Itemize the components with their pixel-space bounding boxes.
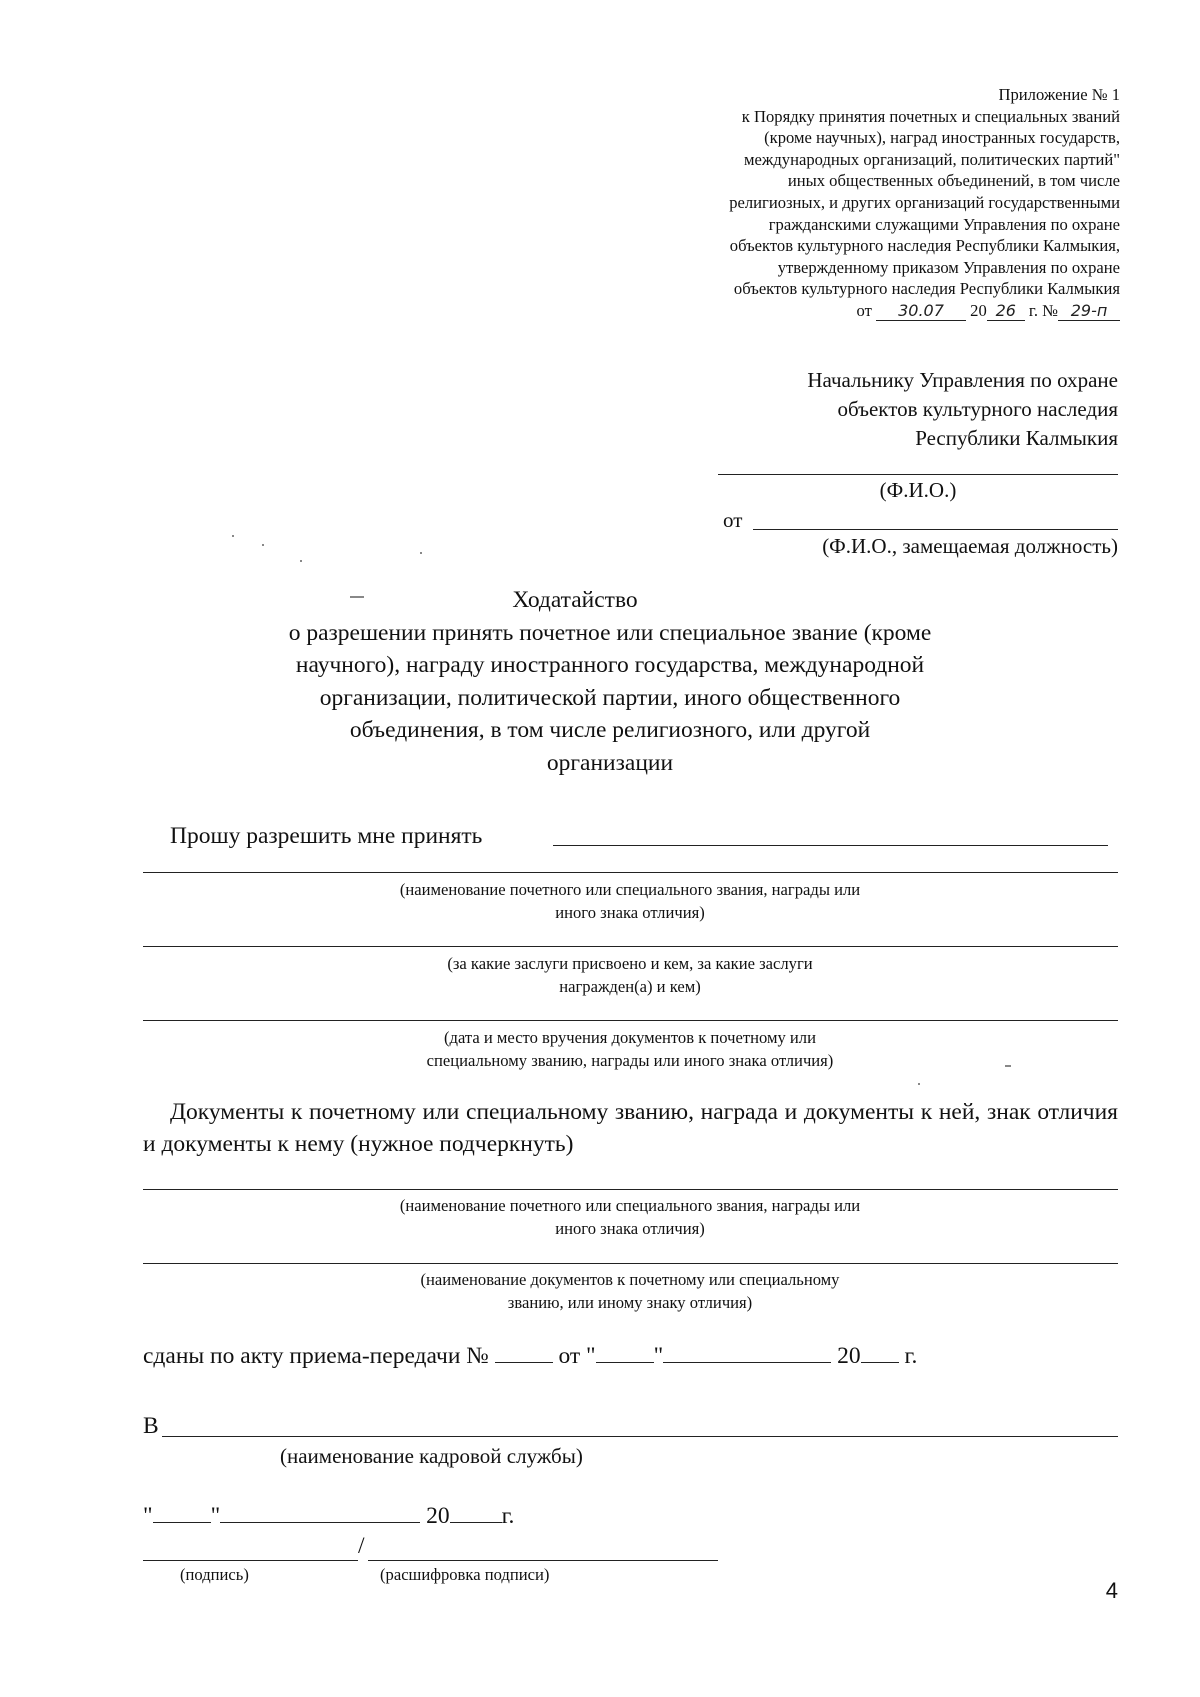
caption-line: иного знака отличия) <box>555 903 705 922</box>
transfer-from-open-quote: от " <box>558 1343 596 1369</box>
signature-date-line <box>143 1500 514 1532</box>
transfer-text: сданы по акту приема-передачи № <box>143 1343 489 1369</box>
order-number-prefix: г. № <box>1028 300 1058 320</box>
hr-service-line[interactable] <box>162 1436 1118 1437</box>
caption-line: (дата и место вручения документов к почетному или <box>444 1028 816 1047</box>
appendix-line: (кроме научных), наград иностранных государств, <box>764 128 1120 148</box>
addressee-line: объектов культурного наследия <box>837 397 1118 421</box>
signature-slash: / <box>358 1533 365 1559</box>
merits-line[interactable] <box>143 946 1118 947</box>
signature-decode-caption: (расшифровка подписи) <box>380 1565 550 1584</box>
transfer-year-suffix: г. <box>904 1343 918 1369</box>
request-caption-2 <box>300 952 960 998</box>
addressee-block <box>618 366 1118 453</box>
scan-speck <box>300 560 302 562</box>
act-month-field[interactable] <box>663 1340 831 1363</box>
signature-line[interactable] <box>143 1560 358 1561</box>
scan-speck <box>262 544 264 546</box>
scan-speck <box>918 1083 920 1085</box>
request-award-line-2[interactable] <box>143 872 1118 873</box>
order-date-handwritten: 30.07 <box>876 302 966 321</box>
caption-line: (наименование почетного или специального звания, награды или <box>399 880 861 899</box>
transfer-line <box>143 1340 917 1372</box>
caption-line: (наименование почетного или специального звания, награды или <box>399 1196 861 1215</box>
request-caption-3 <box>300 1026 960 1072</box>
caption-line: иного знака отличия) <box>555 1219 705 1238</box>
addressee-fio-line[interactable] <box>718 474 1118 475</box>
appendix-line: религиозных, и других организаций государственными <box>729 192 1120 212</box>
petition-subtitle-line: о разрешении принять почетное или специальное звание (кроме <box>288 619 932 646</box>
transfer-year-prefix: 20 <box>837 1343 861 1369</box>
addressee-line: Республики Калмыкия <box>915 426 1118 450</box>
petition-subtitle-line: объединения, в том числе религиозного, или другой <box>349 717 871 743</box>
addressee-line: Начальнику Управления по охране <box>807 368 1118 392</box>
act-number-field[interactable] <box>495 1340 553 1363</box>
appendix-line: Приложение № 1 <box>998 85 1120 104</box>
from-caption: (Ф.И.О., замещаемая должность) <box>822 534 1118 558</box>
from-fio-line[interactable] <box>753 529 1118 530</box>
scan-speck <box>420 552 422 554</box>
sig-year-field[interactable] <box>450 1500 502 1523</box>
caption-line: награжден(а) и кем) <box>559 977 701 996</box>
scan-speck <box>350 596 364 598</box>
hr-prefix: В <box>143 1413 159 1439</box>
request-award-line[interactable] <box>553 845 1108 846</box>
appendix-order-date-line <box>600 300 1120 322</box>
scan-speck <box>232 535 234 537</box>
sig-year-prefix: 20 <box>426 1503 450 1529</box>
petition-subtitle-line: научного), награду иностранного государства, международной <box>295 652 925 678</box>
documents-names-line[interactable] <box>143 1263 1118 1264</box>
appendix-line: объектов культурного наследия Республики Калмыкия <box>733 279 1120 299</box>
caption-line: званию, или иному знаку отличия) <box>507 1293 753 1312</box>
act-day-field[interactable] <box>596 1340 654 1363</box>
sig-day-field[interactable] <box>153 1500 211 1523</box>
addressee-fio-caption: (Ф.И.О.) <box>879 478 957 502</box>
transfer-close-quote: " <box>653 1343 664 1369</box>
petition-subtitle-line: организации <box>546 749 674 776</box>
appendix-line: утвержденному приказом Управления по охране <box>777 257 1120 277</box>
order-number-handwritten: 29-п <box>1058 302 1120 321</box>
signature-caption: (подпись) <box>180 1565 249 1584</box>
request-label: Прошу разрешить мне принять <box>170 823 483 849</box>
documents-caption-2 <box>300 1268 960 1314</box>
order-year-prefix: 20 <box>970 300 987 320</box>
sig-close-quote: " <box>210 1503 221 1529</box>
act-year-field[interactable] <box>861 1340 899 1363</box>
appendix-line: объектов культурного наследия Республики Калмыкия, <box>729 236 1120 256</box>
petition-subtitle-line: организации, политической партии, иного общественного <box>319 684 901 711</box>
order-date-prefix: от <box>856 300 872 320</box>
page-number: 4 <box>1105 1578 1118 1603</box>
scan-speck <box>1005 1065 1011 1067</box>
appendix-line: иных общественных объединений, в том числе <box>787 171 1120 191</box>
documents-award-line[interactable] <box>143 1189 1118 1190</box>
appendix-line: международных организаций, политических партий" <box>744 149 1120 169</box>
caption-line: специальному званию, награды или иного знака отличия) <box>426 1051 834 1070</box>
sig-month-field[interactable] <box>220 1500 420 1523</box>
documents-paragraph: Документы к почетному или специальному званию, награда и документы к ней, знак отличия и документы к нему (нужное подчеркнуть) <box>143 1099 1118 1157</box>
sig-open-quote: " <box>143 1503 153 1529</box>
appendix-header <box>600 84 1120 322</box>
from-label: от <box>723 508 743 532</box>
request-caption-1 <box>300 878 960 924</box>
appendix-line: гражданскими служащими Управления по охране <box>768 214 1120 234</box>
documents-caption-1 <box>300 1194 960 1240</box>
signature-decode-line[interactable] <box>368 1560 718 1561</box>
caption-line: (за какие заслуги присвоено и кем, за какие заслуги <box>447 954 813 973</box>
sig-year-suffix: г. <box>501 1503 515 1529</box>
order-year-handwritten: 26 <box>987 302 1025 321</box>
caption-line: (наименование документов к почетному или специальному <box>420 1270 840 1289</box>
hr-caption: (наименование кадровой службы) <box>280 1444 583 1468</box>
petition-title <box>200 584 1020 779</box>
delivery-line[interactable] <box>143 1020 1118 1021</box>
petition-heading: Ходатайство <box>512 587 638 613</box>
appendix-line: к Порядку принятия почетных и специальных званий <box>741 106 1120 126</box>
